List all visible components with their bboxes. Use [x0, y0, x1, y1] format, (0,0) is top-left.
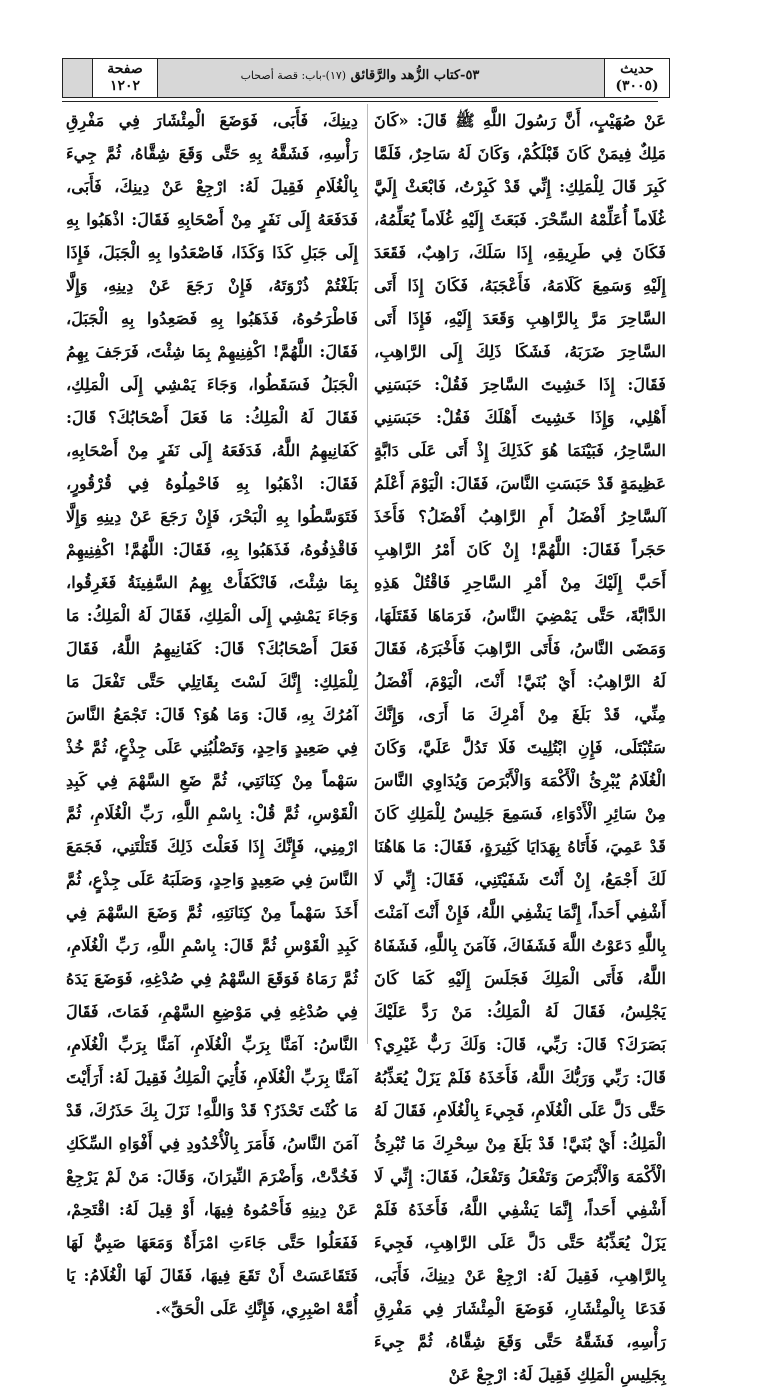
hadith-number: (٣٠٠٥)	[615, 78, 659, 94]
header-rule	[62, 101, 658, 102]
page-number: ١٢٠٢	[109, 78, 141, 94]
hadith-label: حديث	[620, 61, 654, 77]
page-label: صفحة	[107, 61, 143, 77]
column-divider	[367, 104, 368, 1044]
left-column-text: دِينِكَ، فَأَبَى، فَوَضَعَ الْمِئْشَارَ فِي مَفْرِقِ رَأْسِهِ، فَشَقَّهُ بِهِ حَتَّى وَقَعَ شِقَّاهُ، ثُمَّ جِيءَ بِالْغُلَامِ فَقِيلَ لَهُ: ارْجِعْ عَنْ دِينِكَ، فَأَبَى، فَدَفَعَهُ إِلَى نَفَرٍ مِنْ أَصْحَابِهِ فَقَالَ: اذْهَبُوا بِهِ إِلَى جَبَلِ كَذَا وَكَذَا، فَاصْعَدُوا بِهِ الْجَبَلَ، فَإِذَا بَلَغْتُمْ ذُرْوَتَهُ، فَإِنْ رَجَعَ عَنْ دِينِهِ، وَإِلَّا فَاطْرَحُوهُ، فَذَهَبُوا بِهِ فَصَعِدُوا بِهِ الْجَبَلَ، فَقَالَ: اللَّهُمَّ! اكْفِنِيهِمْ بِمَا شِئْتَ، فَرَجَفَ بِهِمُ الْجَبَلُ فَسَقَطُوا، وَجَاءَ يَمْشِي إِلَى الْمَلِكِ، فَقَالَ لَهُ الْمَلِكُ: مَا فَعَلَ أَصْحَابُكَ؟ قَالَ: كَفَانِيهِمُ اللَّهُ، فَدَفَعَهُ إِلَى نَفَرٍ مِنْ أَصْحَابِهِ، فَقَالَ: اذْهَبُوا بِهِ فَاحْمِلُوهُ فِي قُرْقُورٍ، فَتَوَسَّطُوا بِهِ الْبَحْرَ، فَإِنْ رَجَعَ عَنْ دِينِهِ وَإِلَّا فَاقْذِفُوهُ، فَذَهَبُوا بِهِ، فَقَالَ: اللَّهُمَّ! اكْفِنِيهِمْ بِمَا شِئْتَ، فَانْكَفَأَتْ بِهِمُ السَّفِينَةُ فَغَرِقُوا، وَجَاءَ يَمْشِي إِلَى الْمَلِكِ، فَقَالَ لَهُ الْمَلِكُ: مَا فَعَلَ أَصْحَابُكَ؟ قَالَ: كَفَانِيهِمُ اللَّهُ، فَقَالَ لِلْمَلِكِ: إِنَّكَ لَسْتَ بِقَاتِلِي حَتَّى تَفْعَلَ مَا آمُرُكَ بِهِ، قَالَ: وَمَا هُوَ؟ قَالَ: تَجْمَعُ النَّاسَ فِي صَعِيدٍ وَاحِدٍ، وَتَصْلُبُنِي عَلَى جِذْعٍ، ثُمَّ خُذْ سَهْماً مِنْ كِنَانَتِي، ثُمَّ ضَعِ السَّهْمَ فِي كَبِدِ الْقَوْسِ، ثُمَّ قُلْ: بِاسْمِ اللَّهِ، رَبِّ الْغُلَامِ، ثُمَّ ارْمِنِي، فَإِنَّكَ إِذَا فَعَلْتَ ذَلِكَ قَتَلْتَنِي، فَجَمَعَ النَّاسَ فِي صَعِيدٍ وَاحِدٍ، وَصَلَبَهُ عَلَى جِذْعٍ، ثُمَّ أَخَذَ سَهْماً مِنْ كِنَانَتِهِ، ثُمَّ وَضَعَ السَّهْمَ فِي كَبِدِ الْقَوْسِ ثُمَّ قَالَ: بِاسْمِ اللَّهِ، رَبِّ الْغُلَامِ، ثُمَّ رَمَاهُ فَوَقَعَ السَّهْمُ فِي صُدْغِهِ، فَوَضَعَ يَدَهُ فِي صُدْغِهِ فِي مَوْضِعِ السَّهْمِ، فَمَاتَ، فَقَالَ النَّاسُ: آمَنَّا بِرَبِّ الْغُلَامِ، آمَنَّا بِرَبِّ الْغُلَامِ، آمَنَّا بِرَبِّ الْغُلَامِ، فَأُتِيَ الْمَلِكُ فَقِيلَ لَهُ: أَرَأَيْتَ مَا كُنْتَ تَحْذَرُ؟ قَدْ وَاللَّهِ! نَزَلَ بِكَ حَذَرُكَ، قَدْ آمَنَ النَّاسُ، فَأَمَرَ بِالْأُخْدُودِ فِي أَفْوَاهِ السِّكَكِ فَخُدَّتْ، وَأَضْرَمَ النِّيرَانَ، وَقَالَ: مَنْ لَمْ يَرْجِعْ عَنْ دِينِهِ فَأَحْمُوهُ فِيهَا، أَوْ قِيلَ لَهُ: اقْتَحِمْ، فَفَعَلُوا حَتَّى جَاءَتِ امْرَأَةٌ وَمَعَهَا صَبِيٌّ لَهَا فَتَقَاعَسَتْ أَنْ تَقَعَ فِيهَا، فَقَالَ لَهَا الْغُلَامُ: يَا أُمَّهْ اصْبِرِي، فَإِنَّكِ عَلَى الْحَقِّ».	[66, 111, 358, 1318]
right-text-column	[374, 104, 666, 1384]
page-number-box	[92, 58, 158, 98]
left-text-column	[66, 104, 358, 1318]
hadith-number-box	[604, 58, 670, 98]
chapter-title: (١٧)-باب: قصة أصحاب	[240, 69, 347, 82]
right-column-text: عَنْ صُهَيْبٍ، أَنَّ رَسُولَ اللَّهِ ﷺ قَالَ: «كَانَ مَلِكٌ فِيمَنْ كَانَ قَبْلَكُمْ، وَكَانَ لَهُ سَاحِرٌ، فَلَمَّا كَبِرَ قَالَ لِلْمَلِكِ: إِنِّي قَدْ كَبِرْتُ، فَابْعَثْ إِلَيَّ غُلَاماً أُعَلِّمْهُ السِّحْرَ. فَبَعَثَ إِلَيْهِ غُلَاماً يُعَلِّمُهُ، فَكَانَ فِي طَرِيقِهِ، إِذَا سَلَكَ، رَاهِبٌ، فَقَعَدَ إِلَيْهِ وَسَمِعَ كَلَامَهُ، فَأَعْجَبَهُ، فَكَانَ إِذَا أَتَى السَّاحِرَ مَرَّ بِالرَّاهِبِ وَقَعَدَ إِلَيْهِ، فَإِذَا أَتَى السَّاحِرَ ضَرَبَهُ، فَشَكَا ذَلِكَ إِلَى الرَّاهِبِ، فَقَالَ: إِذَا خَشِيتَ السَّاحِرَ فَقُلْ: حَبَسَنِي أَهْلِي، وَإِذَا خَشِيتَ أَهْلَكَ فَقُلْ: حَبَسَنِي السَّاحِرُ، فَبَيْنَمَا هُوَ كَذَلِكَ إِذْ أَتَى عَلَى دَابَّةٍ عَظِيمَةٍ قَدْ حَبَسَتِ النَّاسَ، فَقَالَ: الْيَوْمَ أَعْلَمُ آلسَّاحِرُ أَفْضَلُ أَمِ الرَّاهِبُ أَفْضَلُ؟ فَأَخَذَ حَجَراً فَقَالَ: اللَّهُمَّ! إِنْ كَانَ أَمْرُ الرَّاهِبِ أَحَبَّ إِلَيْكَ مِنْ أَمْرِ السَّاحِرِ فَاقْتُلْ هَذِهِ الدَّابَّةَ، حَتَّى يَمْضِيَ النَّاسُ، فَرَمَاهَا فَقَتَلَهَا، وَمَضَى النَّاسُ، فَأَتَى الرَّاهِبَ فَأَخْبَرَهُ، فَقَالَ لَهُ الرَّاهِبُ: أَيْ بُنَيَّ! أَنْتَ، الْيَوْمَ، أَفْضَلُ مِنِّي، قَدْ بَلَغَ مِنْ أَمْرِكَ مَا أَرَى، وَإِنَّكَ سَتُبْتَلَى، فَإِنِ ابْتُلِيتَ فَلَا تَدُلَّ عَلَيَّ، وَكَانَ الْغُلَامُ يُبْرِئُ الْأَكْمَهَ وَالْأَبْرَصَ وَيُدَاوِي النَّاسَ مِنْ سَائِرِ الْأَدْوَاءِ، فَسَمِعَ جَلِيسٌ لِلْمَلِكِ كَانَ قَدْ عَمِيَ، فَأَتَاهُ بِهَدَايَا كَثِيرَةٍ، فَقَالَ: مَا هَاهُنَا لَكَ أَجْمَعُ، إِنْ أَنْتَ شَفَيْتَنِي، فَقَالَ: إِنِّي لَا أَشْفِي أَحَداً، إِنَّمَا يَشْفِي اللَّهُ، فَإِنْ أَنْتَ آمَنْتَ بِاللَّهِ دَعَوْتُ اللَّهَ فَشَفَاكَ، فَآمَنَ بِاللَّهِ، فَشَفَاهُ اللَّهُ، فَأَتَى الْمَلِكَ فَجَلَسَ إِلَيْهِ كَمَا كَانَ يَجْلِسُ، فَقَالَ لَهُ الْمَلِكُ: مَنْ رَدَّ عَلَيْكَ بَصَرَكَ؟ قَالَ: رَبِّي، قَالَ: وَلَكَ رَبٌّ غَيْرِي؟ قَالَ: رَبِّي وَرَبُّكَ اللَّهُ، فَأَخَذَهُ فَلَمْ يَزَلْ يُعَذِّبُهُ حَتَّى دَلَّ عَلَى الْغُلَامِ، فَجِيءَ بِالْغُلَامِ، فَقَالَ لَهُ الْمَلِكُ: أَيْ بُنَيَّ! قَدْ بَلَغَ مِنْ سِحْرِكَ مَا تُبْرِئُ الْأَكْمَهَ وَالْأَبْرَصَ وَتَفْعَلُ وَتَفْعَلُ، فَقَالَ: إِنِّي لَا أَشْفِي أَحَداً، إِنَّمَا يَشْفِي اللَّهُ، فَأَخَذَهُ فَلَمْ يَزَلْ يُعَذِّبُهُ حَتَّى دَلَّ عَلَى الرَّاهِبِ، فَجِيءَ بِالرَّاهِبِ، فَقِيلَ لَهُ: ارْجِعْ عَنْ دِينِكَ، فَأَبَى، فَدَعَا بِالْمِئْشَارِ، فَوَضَعَ الْمِئْشَارَ فِي مَفْرِقِ رَأْسِهِ، فَشَقَّهُ حَتَّى وَقَعَ شِقَّاهُ، ثُمَّ جِيءَ بِجَلِيسِ الْمَلِكِ فَقِيلَ لَهُ: ارْجِعْ عَنْ	[374, 111, 666, 1384]
book-title: ٥٣-كتاب الزُّهد والرَّقائق	[350, 68, 480, 83]
